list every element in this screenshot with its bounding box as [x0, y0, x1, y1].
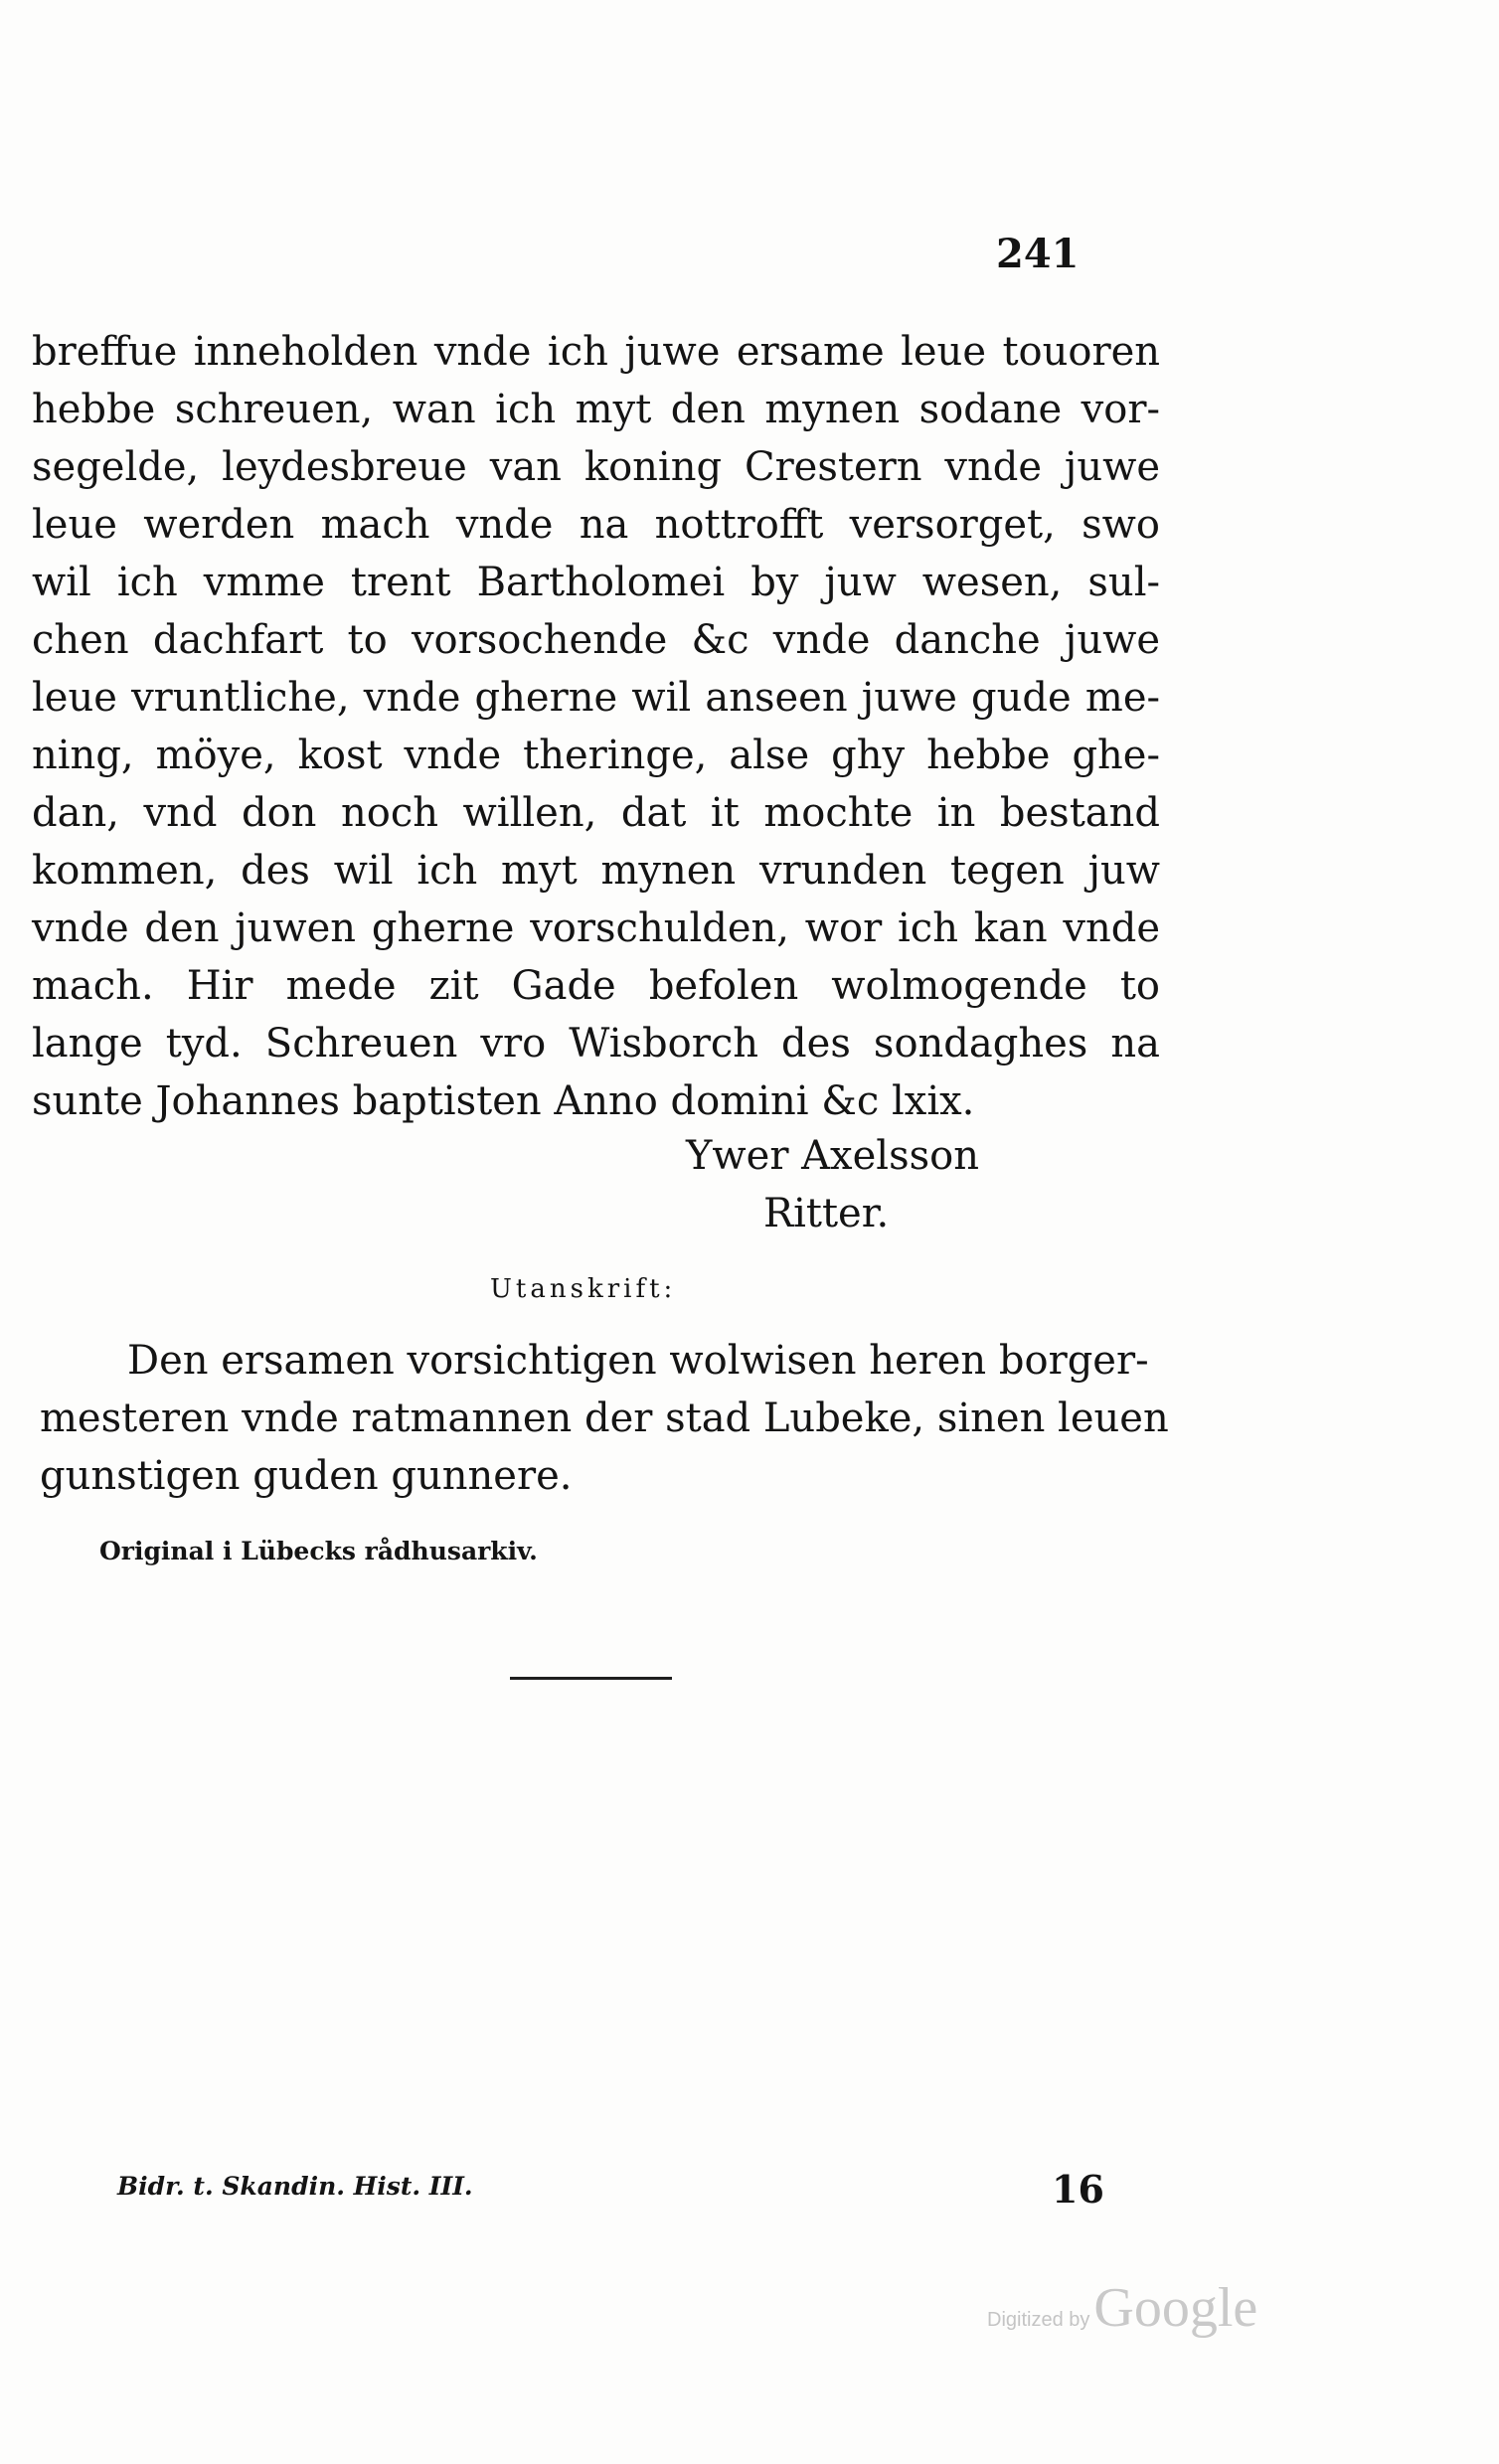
- address-block: [40, 1332, 1169, 1505]
- signature-name: Ywer Axelsson: [686, 1133, 979, 1179]
- body-line-4: leue werden mach vnde na nottrofft versorget, swo: [32, 502, 1160, 548]
- body-line-14: sunte Johannes baptisten Anno domini &c lxix.: [32, 1078, 975, 1124]
- body-line-13: lange tyd. Schreuen vro Wisborch des sondaghes na: [32, 1021, 1160, 1067]
- footer-series-title: Bidr. t. Skandin. Hist. III.: [117, 2172, 473, 2201]
- body-line-9: dan, vnd don noch willen, dat it mochte in bestand: [32, 790, 1160, 836]
- body-line-7: leue vruntliche, vnde gherne wil anseen juwe gude me-: [32, 675, 1160, 721]
- google-logo: Google: [1093, 2277, 1258, 2339]
- letter-body: [32, 323, 1160, 1130]
- body-line-2: hebbe schreuen, wan ich myt den mynen sodane vor-: [32, 387, 1160, 432]
- page-number: 241: [996, 231, 1080, 277]
- body-line-10: kommen, des wil ich myt mynen vrunden tegen juw: [32, 848, 1160, 894]
- body-line-8: ning, möye, kost vnde theringe, alse ghy hebbe ghe-: [32, 733, 1160, 778]
- digitized-watermark: [987, 2276, 1257, 2340]
- section-divider: [510, 1677, 672, 1680]
- source-note: Original i Lübecks rådhusarkiv.: [99, 1537, 538, 1565]
- body-line-6: chen dachfart to vorsochende &c vnde danche juwe: [32, 617, 1160, 663]
- body-line-12: mach. Hir mede zit Gade befolen wolmogende to: [32, 963, 1160, 1009]
- body-line-11: vnde den juwen gherne vorschulden, wor ich kan vnde: [32, 905, 1160, 951]
- watermark-prefix: Digitized by: [987, 2309, 1090, 2331]
- signature-title: Ritter.: [763, 1191, 890, 1236]
- address-line-1: Den ersamen vorsichtigen wolwisen heren borger-: [127, 1338, 1149, 1384]
- body-line-1: breffue inneholden vnde ich juwe ersame leue touoren: [32, 329, 1160, 375]
- footer-signature-mark: 16: [1052, 2167, 1104, 2212]
- body-line-3: segelde, leydesbreue van koning Crestern vnde juwe: [32, 444, 1160, 490]
- utanskrift-label: Utanskrift:: [490, 1274, 677, 1304]
- address-line-2: mesteren vnde ratmannen der stad Lubeke, sinen leuen: [40, 1396, 1169, 1441]
- address-line-3: gunstigen guden gunnere.: [40, 1453, 573, 1499]
- body-line-5: wil ich vmme trent Bartholomei by juw wesen, sul-: [32, 560, 1160, 605]
